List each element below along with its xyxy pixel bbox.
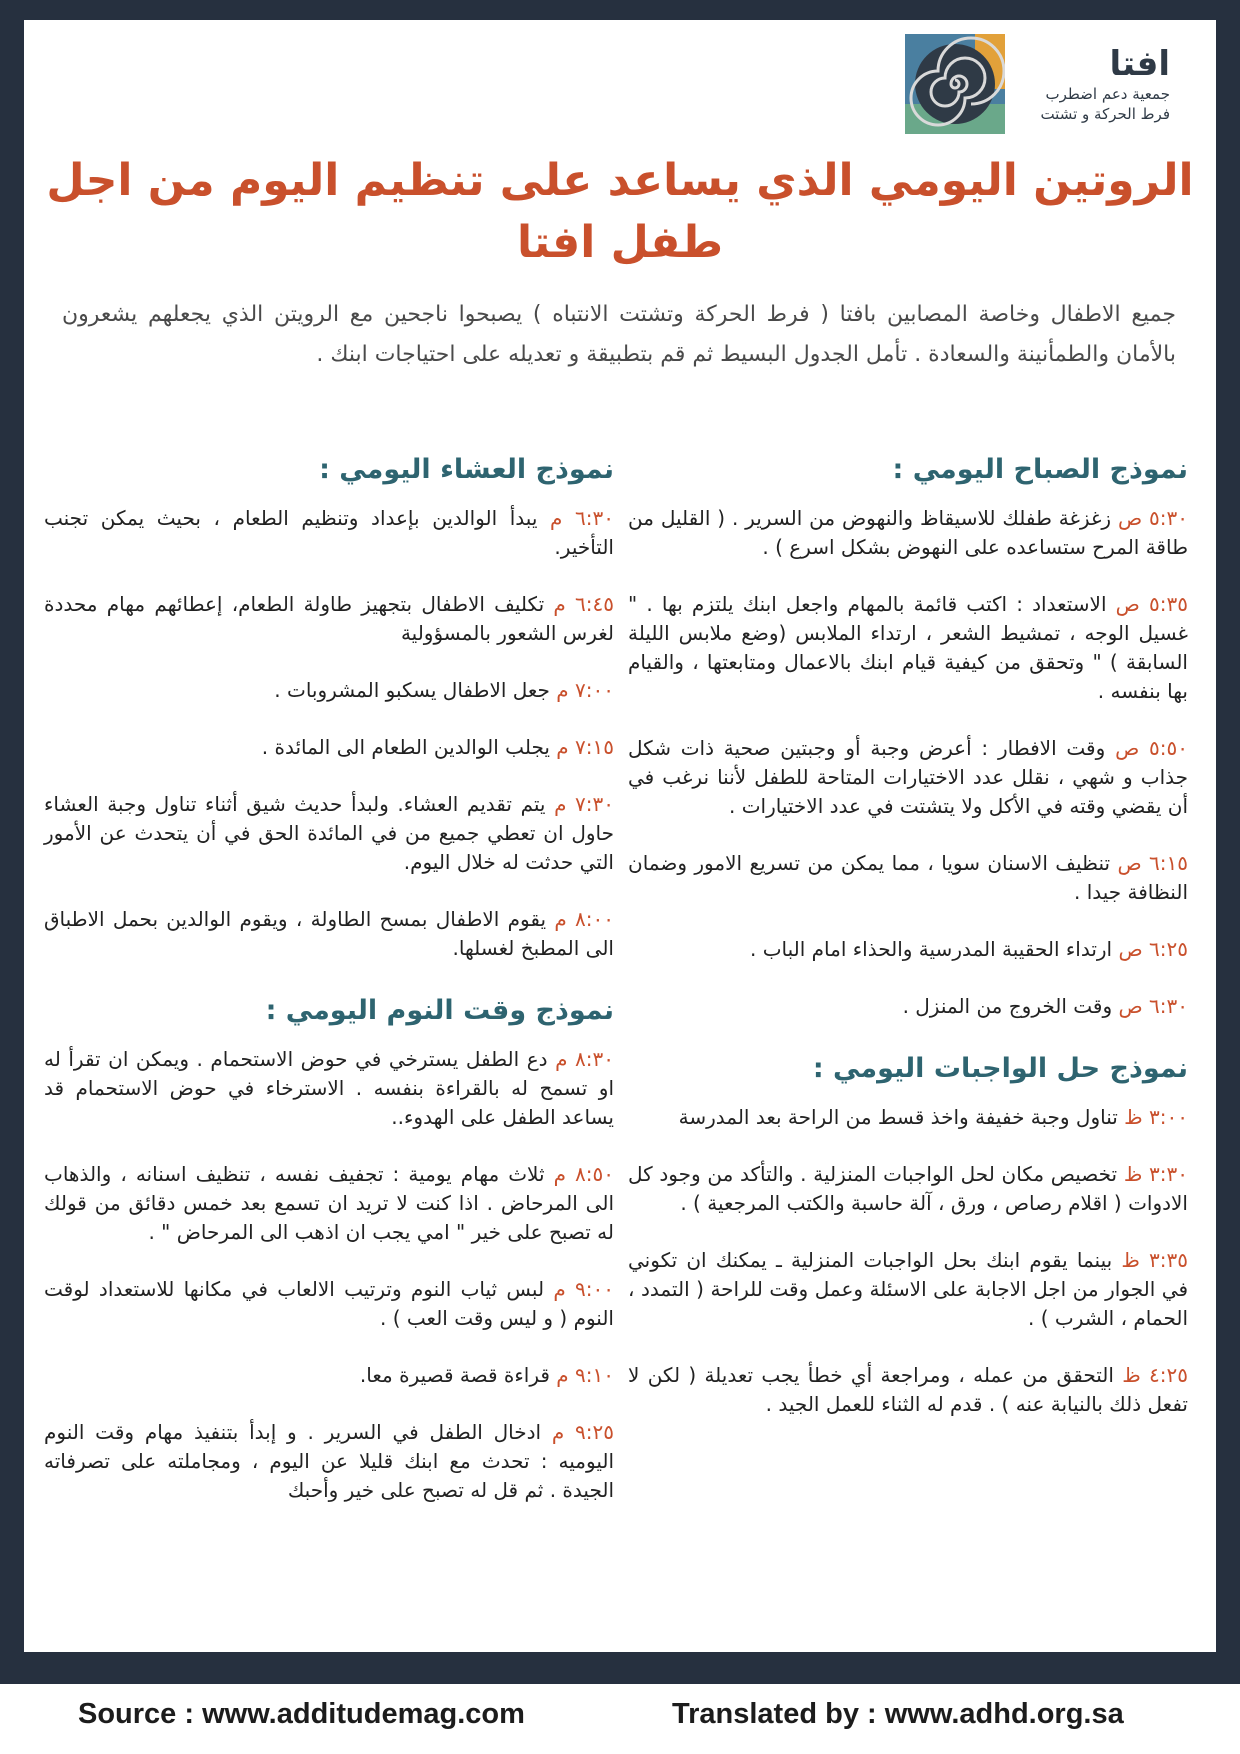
entry-text: تناول وجبة خفيفة واخذ قسط من الراحة بعد المدرسة <box>678 1105 1118 1129</box>
entry-time: ٧:٣٠ م <box>554 792 614 816</box>
spiral-logo-icon <box>905 34 1005 134</box>
logo-text <box>1005 44 1180 124</box>
entry-time: ٧:٠٠ م <box>556 678 614 702</box>
entry-text: تكليف الاطفال بتجهيز طاولة الطعام، إعطائهم مهام محددة لغرس الشعور بالمسؤولية <box>44 592 614 645</box>
dinner-entry <box>44 790 614 877</box>
entry-text: زغزغة طفلك للاسيقاظ والنهوض من السرير . ( القليل من طاقة المرح ستساعده على النهوض بشكل اسرع ) . <box>628 506 1188 559</box>
homework-entry <box>628 1103 1188 1132</box>
dinner-list <box>44 504 614 963</box>
entry-text: وقت الخروج من المنزل . <box>902 994 1113 1018</box>
entry-time: ٦:٣٠ ص <box>1118 994 1188 1018</box>
bedtime-entry <box>44 1275 614 1333</box>
logo-tagline-2: فرط الحركة و تشتت <box>1040 105 1170 123</box>
entry-text: يتم تقديم العشاء. ولبدأ حديث شيق أثناء تناول وجبة العشاء حاول ان تعطي جميع من في المائدة الحق في أن يتحدث عن الأمور التي حدثت له خلال اليوم. <box>44 792 614 874</box>
dinner-entry <box>44 676 614 705</box>
entry-text: التحقق من عمله ، ومراجعة أي خطأ يجب تعديلة ( لكن لا تفعل ذلك بالنيابة عنه ) . قدم له الثناء للعمل الجيد . <box>628 1363 1188 1416</box>
right-column <box>628 450 1188 1447</box>
source-credit: Source : www.additudemag.com <box>78 1698 525 1730</box>
entry-time: ٩:١٠ م <box>556 1363 614 1387</box>
entry-time: ٧:١٥ م <box>556 735 614 759</box>
morning-entry <box>628 590 1188 706</box>
homework-entry <box>628 1246 1188 1333</box>
morning-title: نموذج الصباح اليومي : <box>892 454 1188 485</box>
entry-time: ٦:٢٥ ص <box>1118 937 1188 961</box>
dinner-entry <box>44 504 614 562</box>
intro-paragraph: جميع الاطفال وخاصة المصابين بافتا ( فرط الحركة وتشتت الانتباه ) يصبحوا ناجحين مع الرويتن الذي يجعلهم يشعرون بالأمان والطمأنينة والسعادة . تأمل الجدول البسيط ثم قم بتطبيقة و تعديله على احتياجات ابنك . <box>62 302 1176 367</box>
logo-tagline-1: جمعية دعم اضطرب <box>1045 85 1170 103</box>
dinner-title: نموذج العشاء اليومي : <box>319 454 614 485</box>
morning-entry <box>628 935 1188 964</box>
logo-name: افتا <box>1109 44 1170 84</box>
morning-list <box>628 504 1188 1021</box>
entry-time: ٥:٣٥ ص <box>1115 592 1188 616</box>
entry-text: الاستعداد : اكتب قائمة بالمهام واجعل ابنك يلتزم بها . " غسيل الوجه ، تمشيط الشعر ، ارتداء الملابس (وضع ملابس الليلة السابقة ) " وتحقق من كيفية قيام ابنك بالاعمال ومتابعتها ، والقيام بها بنفسه . <box>628 592 1188 703</box>
entry-text: يجلب الوالدين الطعام الى المائدة . <box>261 735 550 759</box>
dinner-entry <box>44 905 614 963</box>
entry-time: ٦:١٥ ص <box>1117 851 1189 875</box>
bedtime-entry <box>44 1418 614 1505</box>
bedtime-entry <box>44 1045 614 1132</box>
homework-entry <box>628 1361 1188 1419</box>
entry-time: ٣:٠٠ ظ <box>1124 1105 1188 1129</box>
entry-text: تخصيص مكان لحل الواجبات المنزلية . والتأكد من وجود كل الادوات ( اقلام رصاص ، ورق ، آلة حاسبة والكتب المرجعية ) . <box>628 1162 1188 1215</box>
bedtime-entry <box>44 1160 614 1247</box>
homework-entry <box>628 1160 1188 1218</box>
entry-time: ٦:٤٥ م <box>553 592 614 616</box>
page-title: الروتين اليومي الذي يساعد على تنظيم اليوم من اجل طفل افتا <box>46 155 1194 268</box>
translation-credit: Translated by : www.adhd.org.sa <box>672 1698 1124 1730</box>
entry-time: ٩:٢٥ م <box>551 1420 614 1444</box>
entry-text: بينما يقوم ابنك بحل الواجبات المنزلية ـ يمكنك ان تكوني في الجوار من اجل الاجابة على الاسئلة وعمل وقت للراحة ( التمدد ، الحمام ، الشرب ) . <box>628 1248 1188 1330</box>
homework-list <box>628 1103 1188 1419</box>
entry-time: ٣:٣٥ ظ <box>1121 1248 1188 1272</box>
content-card <box>24 20 1216 1652</box>
homework-title: نموذج حل الواجبات اليومي : <box>812 1053 1188 1084</box>
bedtime-entry <box>44 1361 614 1390</box>
entry-time: ٦:٣٠ م <box>550 506 614 530</box>
entry-text: ثلاث مهام يومية : تجفيف نفسه ، تنظيف اسنانه ، والذهاب الى المرحاض . اذا كنت لا تريد ان تسمع بعد خمس دقائق من قولك له تصبح على خير " امي يجب ان اذهب الى المرحاض " . <box>44 1162 614 1244</box>
morning-entry <box>628 992 1188 1021</box>
entry-text: وقت الافطار : أعرض وجبة أو وجبتين صحية ذات شكل جذاب و شهي ، نقلل عدد الاختيارات المتاحة للطفل لأننا نرغب في أن يقضي وقته في الأكل ولا يتشتت في عدد الاختيارات . <box>628 736 1188 818</box>
morning-entry <box>628 849 1188 907</box>
left-column <box>44 450 614 1533</box>
morning-entry <box>628 504 1188 562</box>
entry-time: ٥:٥٠ ص <box>1115 736 1189 760</box>
entry-time: ٣:٣٠ ظ <box>1123 1162 1189 1186</box>
bedtime-title: نموذج وقت النوم اليومي : <box>265 995 614 1026</box>
dinner-entry <box>44 733 614 762</box>
bedtime-list <box>44 1045 614 1505</box>
entry-time: ٥:٣٠ ص <box>1117 506 1188 530</box>
entry-time: ٨:٠٠ م <box>554 907 614 931</box>
dinner-entry <box>44 590 614 648</box>
entry-time: ٨:٥٠ م <box>553 1162 614 1186</box>
entry-text: دع الطفل يسترخي في حوض الاستحمام . ويمكن ان تقرأ له او تسمح له بالقراءة بنفسه . الاسترخاء في حوض الاستحمام قد يساعد الطفل على الهدوء.. <box>44 1047 614 1129</box>
entry-time: ٤:٢٥ ظ <box>1122 1363 1189 1387</box>
entry-text: ارتداء الحقيبة المدرسية والحذاء امام الباب . <box>749 937 1113 961</box>
entry-text: يبدأ الوالدين بإعداد وتنظيم الطعام ، بحيث يمكن تجنب التأخير. <box>44 506 614 559</box>
entry-time: ٨:٣٠ م <box>555 1047 615 1071</box>
footer <box>0 1684 1240 1754</box>
entry-text: جعل الاطفال يسكبو المشروبات . <box>274 678 550 702</box>
entry-text: يقوم الاطفال بمسح الطاولة ، ويقوم الوالدين بحمل الاطباق الى المطبخ لغسلها. <box>44 907 614 960</box>
entry-text: لبس ثياب النوم وترتيب الالعاب في مكانها للاستعداد لوقت النوم ( و ليس وقت العب ) . <box>44 1277 614 1330</box>
morning-entry <box>628 734 1188 821</box>
logo <box>905 30 1180 138</box>
entry-text: ادخال الطفل في السرير . و إبدأ بتنفيذ مهام وقت النوم اليوميه : تحدث مع ابنك قليلا عن اليوم ، ومجاملته على تصرفاته الجيدة . ثم قل له تصبح على خير وأحبك <box>44 1420 614 1502</box>
entry-time: ٩:٠٠ م <box>553 1277 614 1301</box>
entry-text: تنظيف الاسنان سويا ، مما يمكن من تسريع الامور وضمان النظافة جيدا . <box>628 851 1188 904</box>
entry-text: قراءة قصة قصيرة معا. <box>359 1363 550 1387</box>
